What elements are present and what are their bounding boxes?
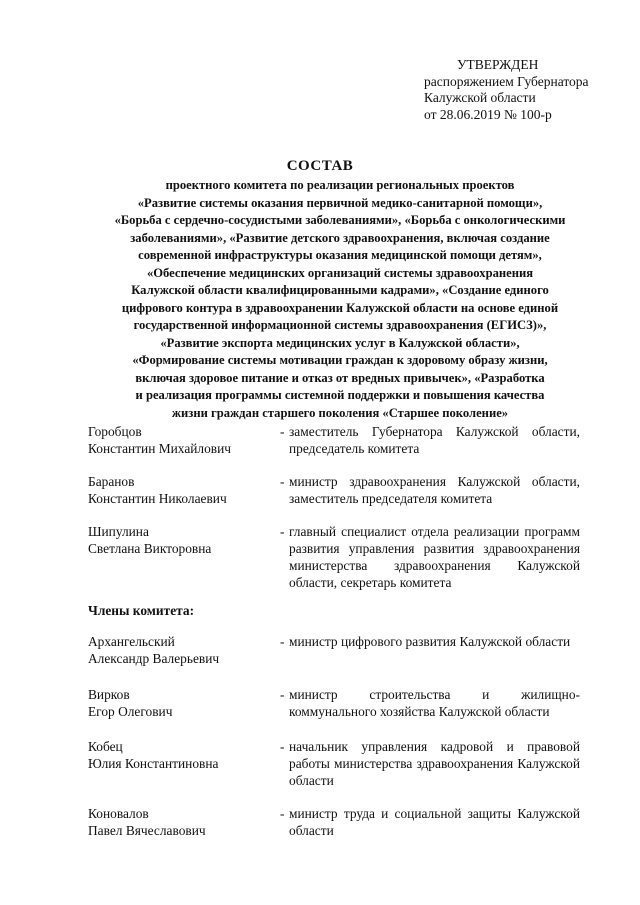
subtitle-line: цифрового контура в здравоохранении Калужской области на основе единой bbox=[121, 300, 559, 315]
subtitle-line: проектного комитета по реализации региональных проектов bbox=[165, 178, 515, 192]
dash-separator: - bbox=[280, 806, 285, 821]
dash-separator: - bbox=[280, 634, 285, 649]
approval-line-1: распоряжением Губернатора bbox=[424, 73, 589, 89]
dash-separator: - bbox=[280, 524, 285, 539]
dash-separator: - bbox=[280, 687, 285, 702]
subtitle-line: Калужской области квалифицированными кадрами», «Создание единого bbox=[131, 283, 549, 297]
person-name bbox=[88, 738, 278, 772]
subtitle-line: «Формирование системы мотивации граждан к здоровому образу жизни, bbox=[132, 353, 548, 367]
person-name bbox=[88, 633, 278, 667]
dash-separator: - bbox=[280, 739, 285, 754]
person-name bbox=[88, 805, 278, 839]
approval-title: УТВЕРЖДЕН bbox=[457, 57, 539, 72]
dash-separator: - bbox=[280, 474, 285, 489]
person-name bbox=[88, 473, 278, 507]
person-position: министр здравоохранения Калужской области, заместитель председателя комитета bbox=[289, 474, 580, 506]
person-position: начальник управления кадровой и правовой работы министерства здравоохранения Калужской области bbox=[289, 739, 580, 788]
given-names: Юлия Константиновна bbox=[88, 756, 219, 771]
approval-stamp bbox=[424, 57, 634, 123]
surname: Горобцов bbox=[88, 424, 142, 439]
subtitle-line: «Развитие системы оказания первичной медико-санитарной помощи», bbox=[137, 195, 543, 210]
person-name bbox=[88, 523, 278, 557]
subtitle-line: и реализация программы системной поддержки и повышения качества bbox=[135, 388, 545, 402]
subtitle-line: «Борьба с сердечно-сосудистыми заболеваниями», «Борьба с онкологическими bbox=[114, 213, 566, 227]
person-position: министр цифрового развития Калужской области bbox=[289, 634, 571, 649]
subtitle-line: заболеваниями», «Развитие детского здравоохранения, включая создание bbox=[130, 230, 550, 245]
given-names: Павел Вячеславович bbox=[88, 823, 206, 838]
person-position: министр труда и социальной защиты Калужской области bbox=[289, 806, 580, 838]
person-name bbox=[88, 423, 278, 457]
given-names: Егор Олегович bbox=[88, 704, 173, 719]
approval-line-2: Калужской области bbox=[424, 90, 536, 105]
person-position: министр строительства и жилищно-коммунального хозяйства Калужской области bbox=[289, 687, 580, 719]
subtitle-line: «Обеспечение медицинских организаций системы здравоохранения bbox=[146, 265, 534, 280]
given-names: Константин Николаевич bbox=[88, 491, 227, 506]
surname: Вирков bbox=[88, 687, 130, 702]
surname: Баранов bbox=[88, 474, 135, 489]
subtitle-line: включая здоровое питание и отказ от вредных привычек», «Разработка bbox=[135, 370, 545, 385]
surname: Кобец bbox=[88, 739, 123, 754]
person-position: главный специалист отдела реализации программ развития управления развития здравоохранения министерства здравоохранения Калужской области, секретарь комитета bbox=[289, 524, 580, 590]
subtitle-line: жизни граждан старшего поколения «Старшее поколение» bbox=[171, 405, 509, 420]
given-names: Константин Михайлович bbox=[88, 441, 232, 456]
document-subtitle bbox=[80, 177, 600, 422]
person-position: заместитель Губернатора Калужской области, председатель комитета bbox=[289, 424, 580, 456]
surname: Коновалов bbox=[88, 806, 149, 821]
surname: Архангельский bbox=[88, 634, 175, 649]
person-name bbox=[88, 686, 278, 720]
given-names: Светлана Викторовна bbox=[88, 541, 212, 556]
members-heading: Члены комитета: bbox=[88, 603, 195, 618]
given-names: Александр Валерьевич bbox=[88, 651, 220, 666]
document-title: СОСТАВ bbox=[286, 158, 354, 174]
surname: Шипулина bbox=[88, 524, 149, 539]
subtitle-line: современной инфраструктуры оказания медицинской помощи детям», bbox=[138, 248, 542, 262]
subtitle-line: государственной информационной системы здравоохранения (ЕГИСЗ)», bbox=[133, 318, 547, 332]
subtitle-line: «Развитие экспорта медицинских услуг в Калужской области», bbox=[160, 335, 520, 350]
dash-separator: - bbox=[280, 424, 285, 439]
approval-line-3: от 28.06.2019 № 100-р bbox=[424, 106, 552, 122]
